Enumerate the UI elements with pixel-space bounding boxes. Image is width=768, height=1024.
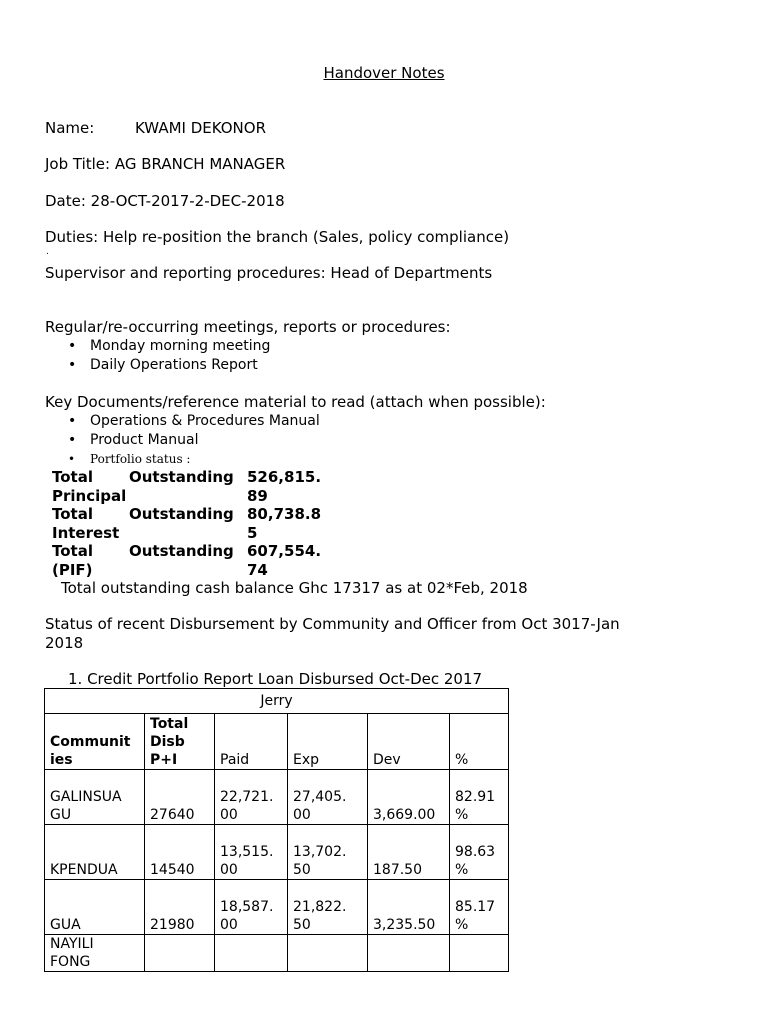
table-row: [45, 935, 509, 972]
job-title: Job Title: AG BRANCH MANAGER: [45, 155, 286, 173]
cell-line: 00: [220, 917, 238, 933]
table-cell: [45, 880, 145, 935]
cell-line: 13,515.: [220, 844, 274, 860]
header-line: Exp: [293, 752, 320, 768]
portfolio-value: 80,738.8: [247, 505, 322, 523]
portfolio-label: Total: [52, 468, 93, 486]
cell-line: GUA: [50, 917, 81, 933]
table-row: [45, 770, 509, 825]
portfolio-value: 89: [247, 487, 268, 505]
officer-group-header: Jerry: [45, 689, 509, 714]
table-cell: [288, 880, 368, 935]
list-item: • Portfolio status :: [90, 452, 190, 466]
cell-line: 00: [293, 807, 311, 823]
cell-line: 13,702.: [293, 844, 347, 860]
list-item: • Monday morning meeting: [90, 338, 270, 354]
document-title: Handover Notes: [323, 64, 445, 82]
cell-line: %: [455, 862, 469, 878]
table-cell: [145, 880, 215, 935]
portfolio-label: Outstanding: [129, 505, 234, 523]
cell-line: 22,721.: [220, 789, 274, 805]
cell-line: %: [455, 917, 469, 933]
column-header-communities: [45, 714, 145, 770]
table-cell: [368, 880, 450, 935]
cash-balance: [61, 579, 528, 597]
column-header-dev: [368, 714, 450, 770]
table-cell: [368, 935, 450, 972]
supervisor-line: Supervisor and reporting procedures: Head of Departments: [45, 264, 493, 282]
column-header-paid: [215, 714, 288, 770]
table-cell: [288, 770, 368, 825]
cell-line: 18,587.: [220, 899, 274, 915]
table-cell: [215, 770, 288, 825]
portfolio-value: 607,554.: [247, 542, 322, 560]
list-item: • Daily Operations Report: [90, 357, 258, 373]
duties-line: Duties: Help re-position the branch (Sales, policy compliance): [45, 228, 510, 246]
cell-line: 21,822.: [293, 899, 347, 915]
table-cell: [215, 935, 288, 972]
table-cell: [45, 825, 145, 880]
table-cell: [368, 825, 450, 880]
cell-line: 50: [293, 862, 311, 878]
table-row: [45, 825, 509, 880]
portfolio-label: (PIF): [52, 561, 93, 579]
portfolio-label: Outstanding: [129, 542, 234, 560]
list-item: • Product Manual: [90, 432, 198, 448]
header-line: ies: [50, 752, 73, 768]
portfolio-label: Principal: [52, 487, 127, 505]
date-line: Date: 28-OCT-2017-2-DEC-2018: [45, 192, 285, 210]
cell-line: GU: [50, 807, 72, 823]
portfolio-value: 526,815.: [247, 468, 322, 486]
meetings-heading: Regular/re-occurring meetings, reports or procedures:: [45, 318, 451, 336]
cash-balance-label: Total outstanding cash balance: [61, 579, 299, 597]
status-heading-line2: 2018: [45, 634, 84, 652]
portfolio-value: 74: [247, 561, 268, 579]
table-cell: [288, 935, 368, 972]
report-title: 1. Credit Portfolio Report Loan Disbursed Oct-Dec 2017: [68, 670, 483, 688]
table-cell: [145, 935, 215, 972]
cell-line: FONG: [50, 954, 91, 970]
status-heading-line1: Status of recent Disbursement by Community and Officer from Oct 3017-Jan: [45, 615, 620, 633]
table-cell: [450, 825, 509, 880]
cell-line: 00: [220, 862, 238, 878]
cell-line: 98.63: [455, 844, 496, 860]
table-cell: [145, 770, 215, 825]
table-cell: [45, 770, 145, 825]
table-cell: [368, 770, 450, 825]
cash-balance-value: Ghc 17317 as at 02*Feb, 2018: [298, 579, 528, 597]
cell-line: 3,235.50: [373, 917, 436, 933]
column-header-exp: [288, 714, 368, 770]
portfolio-label: Total: [52, 505, 93, 523]
table-cell: [450, 770, 509, 825]
cell-line: GALINSUA: [50, 789, 122, 805]
list-item: • Operations & Procedures Manual: [90, 413, 320, 429]
table-cell: [215, 825, 288, 880]
cell-line: %: [455, 807, 469, 823]
header-line: Total: [150, 716, 189, 732]
cell-line: 187.50: [373, 862, 422, 878]
cell-line: 00: [220, 807, 238, 823]
stray-dot: .: [46, 247, 49, 257]
cell-line: 21980: [150, 917, 195, 933]
column-header-total-disb: [145, 714, 215, 770]
credit-portfolio-table: [44, 688, 509, 972]
cell-line: 82.91: [455, 789, 496, 805]
header-line: Paid: [220, 752, 250, 768]
cell-line: 85.17: [455, 899, 496, 915]
cell-line: NAYILI: [50, 936, 94, 952]
cell-line: 3,669.00: [373, 807, 436, 823]
table-row: [45, 880, 509, 935]
table-cell: [45, 935, 145, 972]
table-cell: [288, 825, 368, 880]
cell-line: KPENDUA: [50, 862, 118, 878]
name-value: KWAMI DEKONOR: [135, 119, 267, 137]
portfolio-label: Total: [52, 542, 93, 560]
header-line: Communit: [50, 734, 131, 750]
header-line: %: [455, 752, 469, 768]
table-cell: [450, 935, 509, 972]
cell-line: 27640: [150, 807, 195, 823]
cell-line: 50: [293, 917, 311, 933]
name-label: Name:: [45, 119, 95, 137]
portfolio-label: Interest: [52, 524, 120, 542]
cell-line: 14540: [150, 862, 195, 878]
portfolio-label: Outstanding: [129, 468, 234, 486]
portfolio-value: 5: [247, 524, 258, 542]
documents-heading: Key Documents/reference material to read (attach when possible):: [45, 393, 546, 411]
table-cell: [450, 880, 509, 935]
column-header-percent: [450, 714, 509, 770]
table-cell: [215, 880, 288, 935]
cell-line: 27,405.: [293, 789, 347, 805]
table-cell: [145, 825, 215, 880]
header-line: P+I: [150, 752, 178, 768]
header-line: Dev: [373, 752, 401, 768]
header-line: Disb: [150, 734, 185, 750]
